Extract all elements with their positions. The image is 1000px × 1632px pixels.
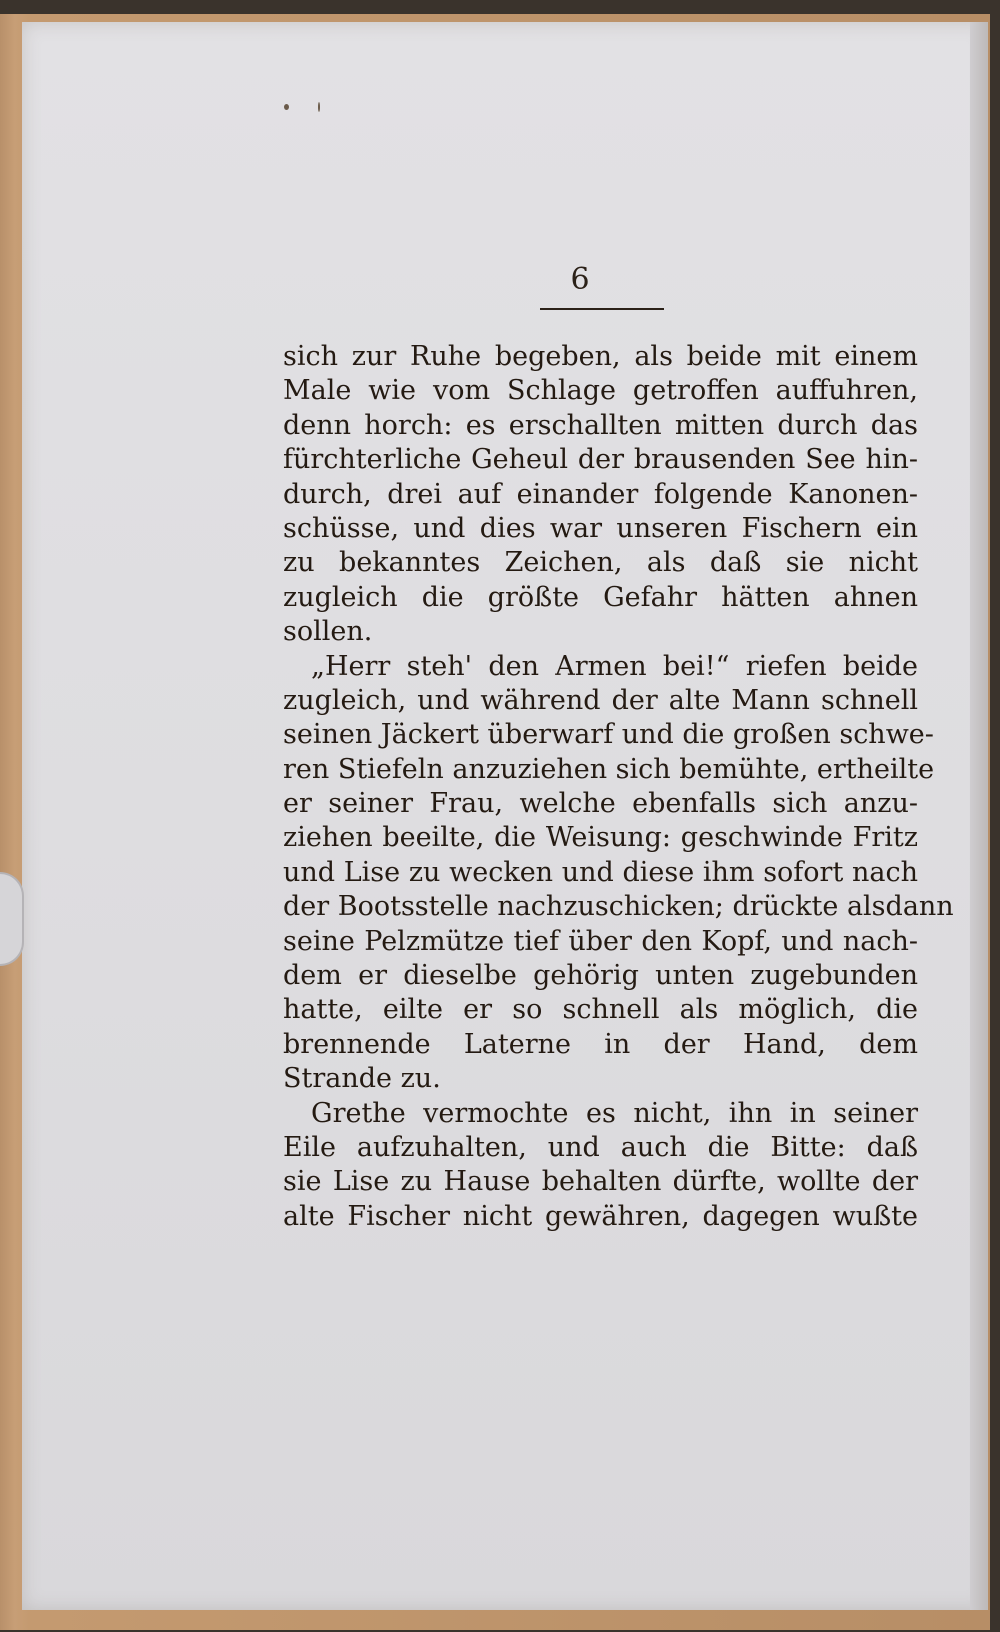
text-line: der Bootsstelle nachzuschicken; drückte alsdann (283, 891, 954, 923)
text-line: Male wie vom Schlage getroffen auffuhren, (283, 375, 918, 407)
text-line: schüsse, und dies war unseren Fischern ein (283, 512, 918, 544)
text-line: durch, drei auf einander folgende Kanonen- (283, 478, 918, 510)
text-line: sie Lise zu Hause behalten dürfte, wollte der (283, 1166, 918, 1198)
text-line: und Lise zu wecken und diese ihm sofort nach (283, 856, 918, 888)
clip-impression (0, 872, 24, 966)
text-line: zugleich, und während der alte Mann schnell (283, 684, 918, 716)
text-line: sich zur Ruhe begeben, als beide mit einem (283, 341, 918, 372)
text-line: ziehen beeilte, die Weisung: geschwinde Fritz (283, 822, 918, 854)
text-line: zugleich die größte Gefahr hätten ahnen (283, 581, 918, 613)
paper-speck (318, 102, 320, 112)
paper-speck (284, 104, 289, 110)
text-line: seinen Jäckert überwarf und die großen schwe- (283, 719, 934, 751)
text-line: „Herr steh' den Armen bei!“ riefen beide (311, 650, 918, 682)
text-line: denn horch: es erschallten mitten durch das (283, 409, 918, 441)
text-line: dem er dieselbe gehörig unten zugebunden (283, 960, 918, 992)
text-line: alte Fischer nicht gewähren, dagegen wußte (283, 1200, 918, 1232)
text-line: fürchterliche Geheul der brausenden See hin- (283, 444, 918, 476)
header-rule (540, 308, 664, 310)
facing-page-edge (970, 22, 988, 1610)
text-line: Grethe vermochte es nicht, ihn in seiner (311, 1097, 918, 1129)
text-line: zu bekanntes Zeichen, als daß sie nicht (283, 547, 918, 579)
body-text (283, 340, 954, 1234)
text-line: ren Stiefeln anzuziehen sich bemühte, ertheilte (283, 753, 935, 785)
text-line: hatte, eilte er so schnell als möglich, die (283, 994, 918, 1026)
text-line: Strande zu. (283, 1063, 441, 1095)
text-line: er seiner Frau, welche ebenfalls sich anzu- (283, 788, 918, 820)
text-line: sollen. (283, 616, 373, 648)
text-line: Eile aufzuhalten, und auch die Bitte: daß (283, 1131, 918, 1163)
text-line: brennende Laterne in der Hand, dem (283, 1028, 918, 1060)
text-line: seine Pelzmütze tief über den Kopf, und nach- (283, 925, 918, 957)
page-number: 6 (570, 262, 590, 297)
